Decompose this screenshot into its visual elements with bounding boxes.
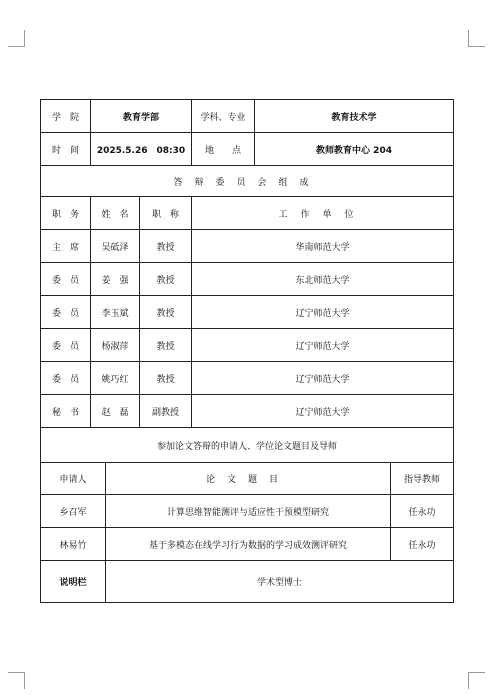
committee-member-row: [41, 395, 454, 428]
col-unit-header: 工作单位: [192, 197, 454, 230]
member-name: 杨淑萍: [91, 329, 140, 362]
committee-member-row: [41, 296, 454, 329]
committee-header-row: [41, 197, 454, 230]
member-unit: 辽宁师范大学: [192, 362, 454, 395]
college-row: [41, 100, 454, 133]
applicant-row: [41, 528, 454, 561]
crop-mark-bottom-right: [468, 672, 485, 689]
time-label: 时 间: [41, 133, 91, 166]
applicant-row: [41, 495, 454, 528]
place-label: 地 点: [192, 133, 255, 166]
committee-title: 答辩委员会组成: [41, 166, 454, 197]
major-label: 学科、专业: [192, 100, 255, 133]
applicant-name: 乡召军: [41, 495, 106, 528]
applicants-title-row: [41, 428, 454, 463]
col-advisor-header: 指导教师: [391, 463, 454, 495]
time-value: 2025.5.26 08:30: [91, 133, 192, 166]
member-role: 委 员: [41, 263, 91, 296]
member-unit: 华南师范大学: [192, 230, 454, 263]
col-applicant-header: 申请人: [41, 463, 106, 495]
committee-member-row: [41, 362, 454, 395]
note-value: 学术型博士: [106, 561, 454, 603]
member-name: 姜 强: [91, 263, 140, 296]
advisor-name: 任永功: [391, 528, 454, 561]
college-label: 学 院: [41, 100, 91, 133]
member-rank: 教授: [140, 263, 192, 296]
member-role: 委 员: [41, 296, 91, 329]
member-rank: 副教授: [140, 395, 192, 428]
member-unit: 辽宁师范大学: [192, 329, 454, 362]
note-row: [41, 561, 454, 603]
member-name: 姚巧红: [91, 362, 140, 395]
member-unit: 辽宁师范大学: [192, 395, 454, 428]
col-name-header: 姓 名: [91, 197, 140, 230]
advisor-name: 任永功: [391, 495, 454, 528]
thesis-title: 基于多模态在线学习行为数据的学习成效测评研究: [106, 528, 391, 561]
committee-member-row: [41, 230, 454, 263]
member-rank: 教授: [140, 329, 192, 362]
member-role: 秘 书: [41, 395, 91, 428]
member-name: 李玉斌: [91, 296, 140, 329]
place-value: 教师教育中心 204: [255, 133, 454, 166]
member-unit: 辽宁师范大学: [192, 296, 454, 329]
member-rank: 教授: [140, 230, 192, 263]
college-value: 教育学部: [91, 100, 192, 133]
major-value: 教育技术学: [255, 100, 454, 133]
defense-form-table: [40, 99, 454, 603]
crop-mark-bottom-left: [8, 672, 25, 689]
note-label: 说明栏: [41, 561, 106, 603]
applicants-title: 参加论文答辩的申请人、学位论文题目及导师: [41, 428, 454, 463]
member-role: 委 员: [41, 329, 91, 362]
member-unit: 东北师范大学: [192, 263, 454, 296]
member-role: 委 员: [41, 362, 91, 395]
col-rank-header: 职 称: [140, 197, 192, 230]
time-row: [41, 133, 454, 166]
committee-member-row: [41, 329, 454, 362]
applicant-name: 林易竹: [41, 528, 106, 561]
member-rank: 教授: [140, 362, 192, 395]
col-role-header: 职 务: [41, 197, 91, 230]
col-thesis-header: 论文题目: [106, 463, 391, 495]
thesis-title: 计算思维智能测评与适应性干预模型研究: [106, 495, 391, 528]
crop-mark-top-left: [8, 30, 25, 47]
member-name: 赵 磊: [91, 395, 140, 428]
committee-title-row: [41, 166, 454, 197]
applicants-header-row: [41, 463, 454, 495]
member-name: 吴砥泽: [91, 230, 140, 263]
crop-mark-top-right: [468, 30, 485, 47]
member-role: 主 席: [41, 230, 91, 263]
committee-member-row: [41, 263, 454, 296]
member-rank: 教授: [140, 296, 192, 329]
